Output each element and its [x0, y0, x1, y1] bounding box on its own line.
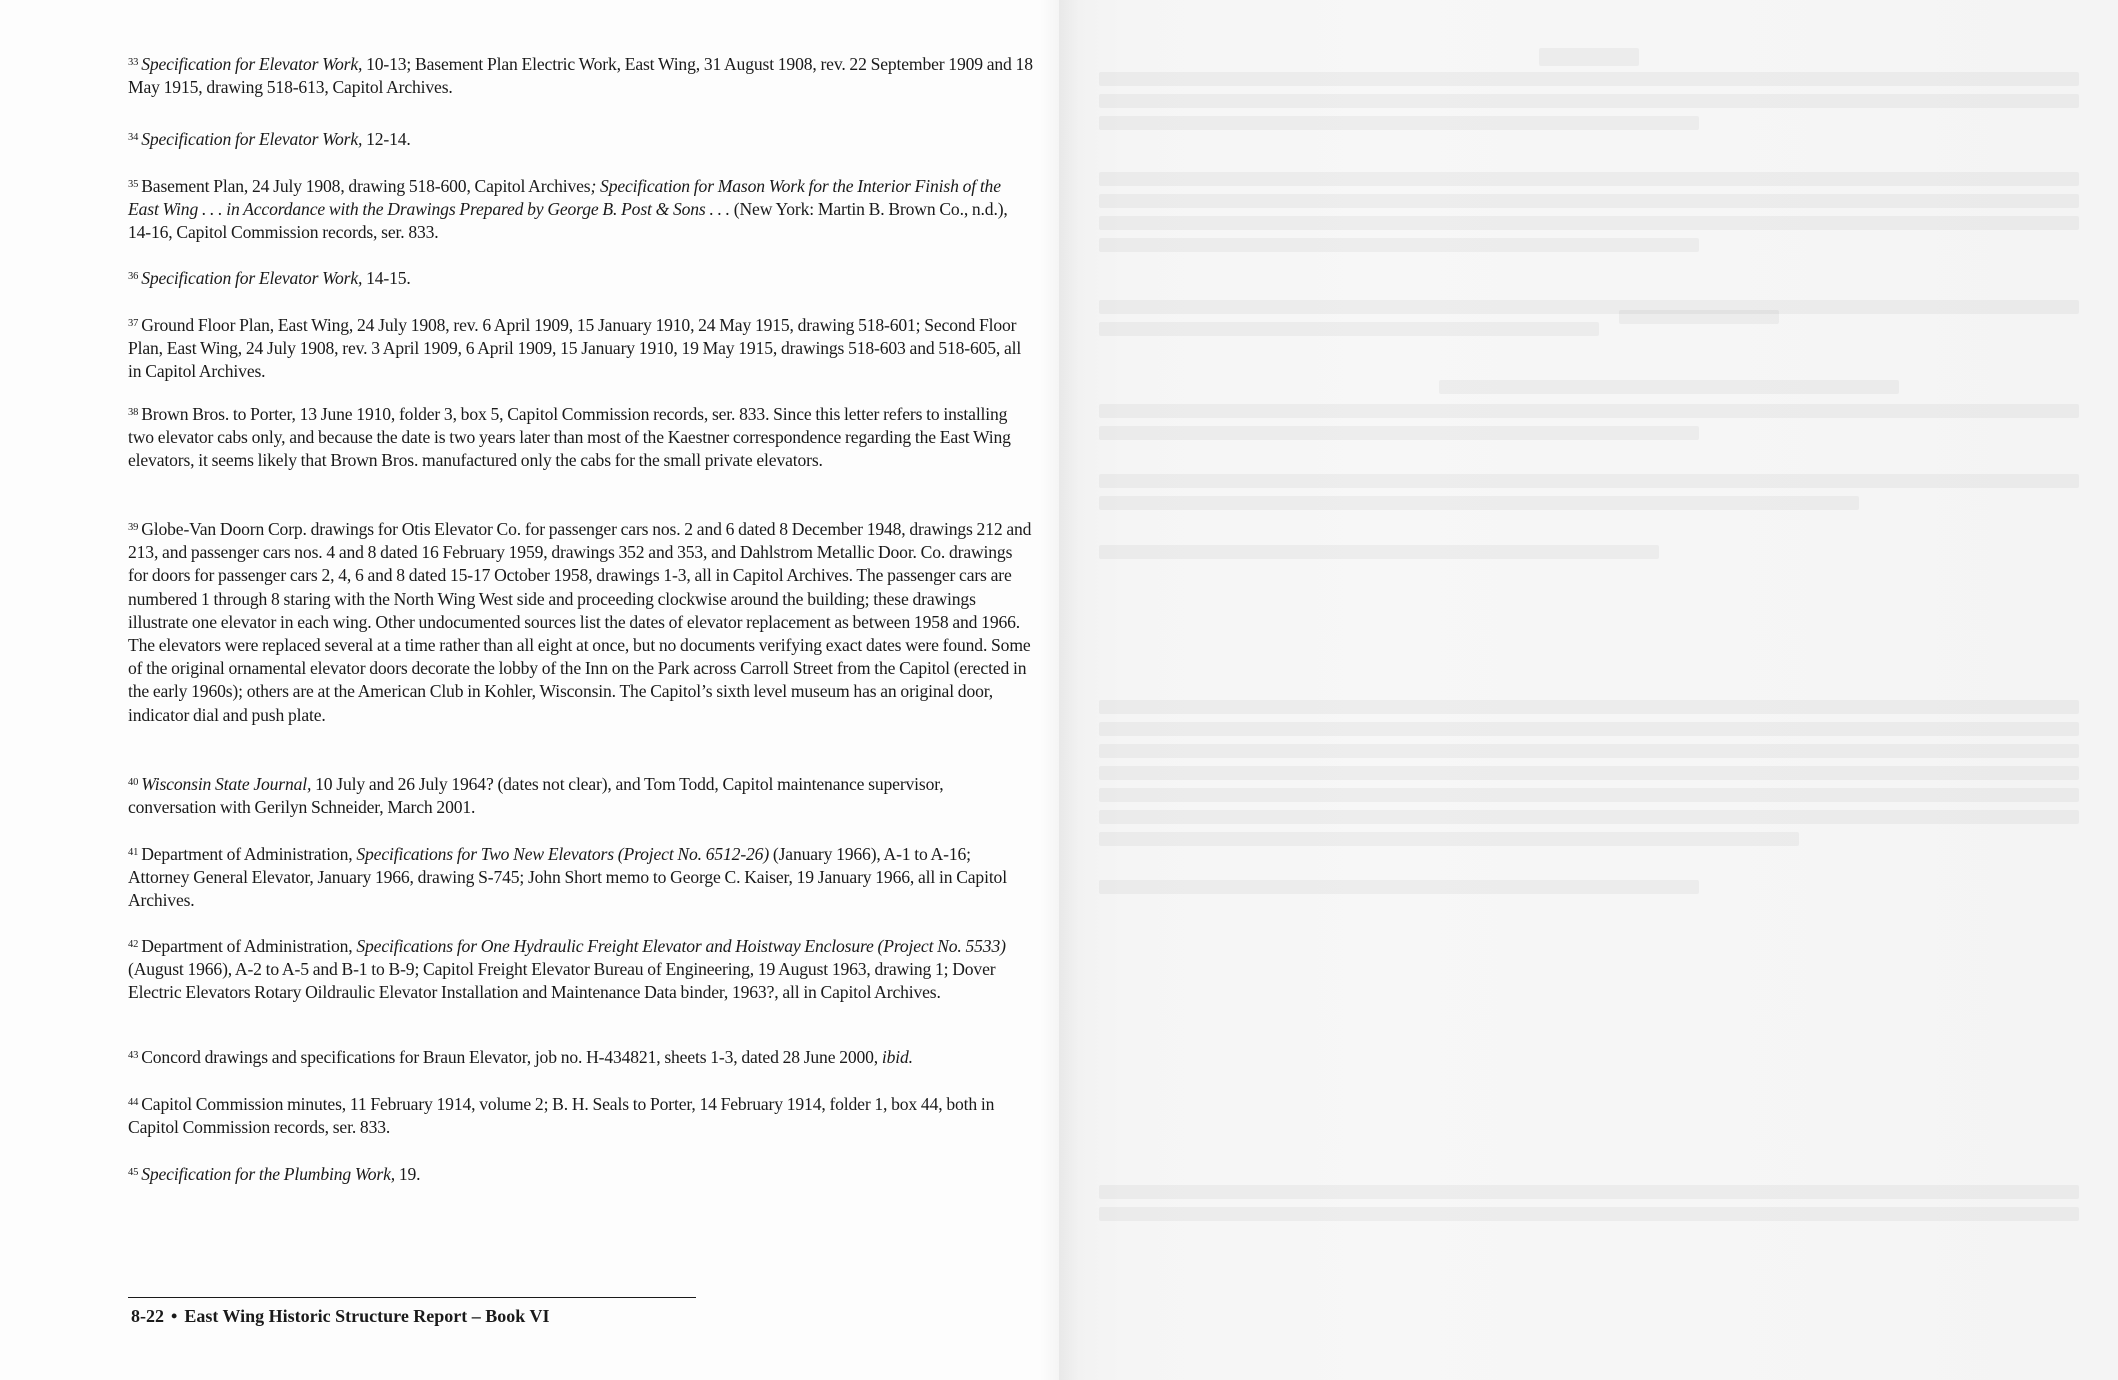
- footnote-italic-text: Specification for Elevator Work,: [141, 129, 363, 149]
- footnote-text: Concord drawings and specifications for Braun Elevator, job no. H-434821, sheets 1-3, dated 28 June 2000,: [141, 1047, 882, 1067]
- footnote: [128, 267, 1033, 290]
- footnote: [128, 518, 1033, 727]
- footnote-number: 43: [128, 1050, 139, 1061]
- footnote: [128, 773, 1033, 819]
- footnote-italic-text: Specifications for One Hydraulic Freight Elevator and Hoistway Enclosure (Project No. 5533): [356, 936, 1006, 956]
- footnote-italic-text: ibid.: [881, 1047, 913, 1067]
- footnote-italic-text: ; Specification for Mason Work for the Interior Finish of the East Wing . . . in Accordance with the Drawings Prepared by George B. Post & Sons . . .: [128, 176, 1001, 220]
- footnote-text: Department of Administration,: [141, 844, 357, 864]
- footnote: [128, 1093, 1033, 1139]
- footnote-text: Capitol Commission minutes, 11 February 1914, volume 2; B. H. Seals to Porter, 14 February 1914, folder 1, box 44, both in Capitol Commission records, ser. 833.: [128, 1094, 995, 1138]
- footnote-text: Department of Administration,: [141, 936, 357, 956]
- footnote-number: 38: [128, 407, 139, 418]
- page-footer: [131, 1306, 550, 1327]
- footer-rule: [128, 1297, 696, 1298]
- footnote-number: 44: [128, 1097, 139, 1108]
- footnote-text: Basement Plan, 24 July 1908, drawing 518-600, Capitol Archives: [141, 176, 591, 196]
- footnote-number: 33: [128, 57, 139, 68]
- footnote-italic-text: Specifications for Two New Elevators (Project No. 6512-26): [356, 844, 770, 864]
- footnote-text: Ground Floor Plan, East Wing, 24 July 1908, rev. 6 April 1909, 15 January 1910, 24 May 1915, drawing 518-601; Second Floor Plan, East Wing, 24 July 1908, rev. 3 April 1909, 6 April 1909, 15 January 1910, 19 May 1915, drawings 518-603 and 518-605, all in Capitol Archives.: [128, 315, 1022, 382]
- footnote: [128, 175, 1033, 245]
- footnote-number: 39: [128, 522, 139, 533]
- footnote-number: 37: [128, 318, 139, 329]
- footnote-text: 19.: [394, 1164, 421, 1184]
- footnote-text: (August 1966), A-2 to A-5 and B-1 to B-9; Capitol Freight Elevator Bureau of Engineering, 19 August 1963, drawing 1; Dover Electric Elevators Rotary Oildraulic Elevator Installation and Maintenance Data binder, 1963?, all in Capitol Archives.: [128, 959, 996, 1003]
- footnote-text: 14-15.: [362, 268, 411, 288]
- footnote: [128, 314, 1033, 384]
- footnote: [128, 128, 1033, 151]
- report-title: East Wing Historic Structure Report – Book VI: [184, 1306, 550, 1326]
- footnote-number: 45: [128, 1167, 139, 1178]
- footnote: [128, 935, 1033, 1005]
- book-gutter: [1040, 0, 1080, 1380]
- footnote: [128, 403, 1033, 473]
- right-page-bleedthrough: [1059, 0, 2118, 1380]
- footnote-text: (New York: Martin B. Brown Co., n.d.), 14-16, Capitol Commission records, ser. 833.: [128, 199, 1008, 243]
- footnote-number: 34: [128, 132, 139, 143]
- footnote-number: 42: [128, 939, 139, 950]
- footnote-text: 12-14.: [362, 129, 411, 149]
- footnote-number: 35: [128, 179, 139, 190]
- footnote: [128, 1163, 1033, 1186]
- footnote: [128, 53, 1033, 99]
- footnote-italic-text: Wisconsin State Journal,: [141, 774, 312, 794]
- footnote-text: 10-13; Basement Plan Electric Work, East Wing, 31 August 1908, rev. 22 September 1909 and 18 May 1915, drawing 518-613, Capitol Archives.: [128, 54, 1033, 98]
- footnote-italic-text: Specification for Elevator Work,: [141, 268, 363, 288]
- footnote-number: 41: [128, 847, 139, 858]
- page-number: 8-22: [131, 1306, 164, 1326]
- footnote: [128, 1046, 1033, 1069]
- footer-bullet: •: [171, 1306, 178, 1326]
- footnote-text: Brown Bros. to Porter, 13 June 1910, folder 3, box 5, Capitol Commission records, ser. 833. Since this letter refers to installing two elevator cabs only, and because the date is two years later than most of the Kaestner correspondence regarding the East Wing elevators, it seems likely that Brown Bros. manufactured only the cabs for the small private elevators.: [128, 404, 1011, 471]
- footnote-italic-text: Specification for the Plumbing Work,: [141, 1164, 395, 1184]
- footnote-text: (January 1966), A-1 to A-16; Attorney General Elevator, January 1966, drawing S-745; John Short memo to George C. Kaiser, 19 January 1966, all in Capitol Archives.: [128, 844, 1007, 911]
- footnote-italic-text: Specification for Elevator Work,: [141, 54, 363, 74]
- footnote-number: 40: [128, 777, 139, 788]
- footnote-text: Globe-Van Doorn Corp. drawings for Otis Elevator Co. for passenger cars nos. 2 and 6 dated 8 December 1948, drawings 212 and 213, and passenger cars nos. 4 and 8 dated 16 February 1959, drawings 352 and 353, and Dahlstrom Metallic Door. Co. drawings for doors for passenger cars 2, 4, 6 and 8 dated 15-17 October 1958, drawings 1-3, all in Capitol Archives. The passenger cars are numbered 1 through 8 staring with the North Wing West side and proceeding clockwise around the building; these drawings illustrate one elevator in each wing. Other undocumented sources list the dates of elevator replacement as between 1958 and 1966. The elevators were replaced several at a time rather than all eight at once, but no documents verifying exact dates were found. Some of the original ornamental elevator doors decorate the lobby of the Inn on the Park across Carroll Street from the Capitol (erected in the early 1960s); others are at the American Club in Kohler, Wisconsin. The Capitol’s sixth level museum has an original door, indicator dial and push plate.: [128, 519, 1032, 725]
- footnote-number: 36: [128, 271, 139, 282]
- footnote-text: 10 July and 26 July 1964? (dates not clear), and Tom Todd, Capitol maintenance supervisor, conversation with Gerilyn Schneider, March 2001.: [128, 774, 944, 818]
- footnote: [128, 843, 1033, 913]
